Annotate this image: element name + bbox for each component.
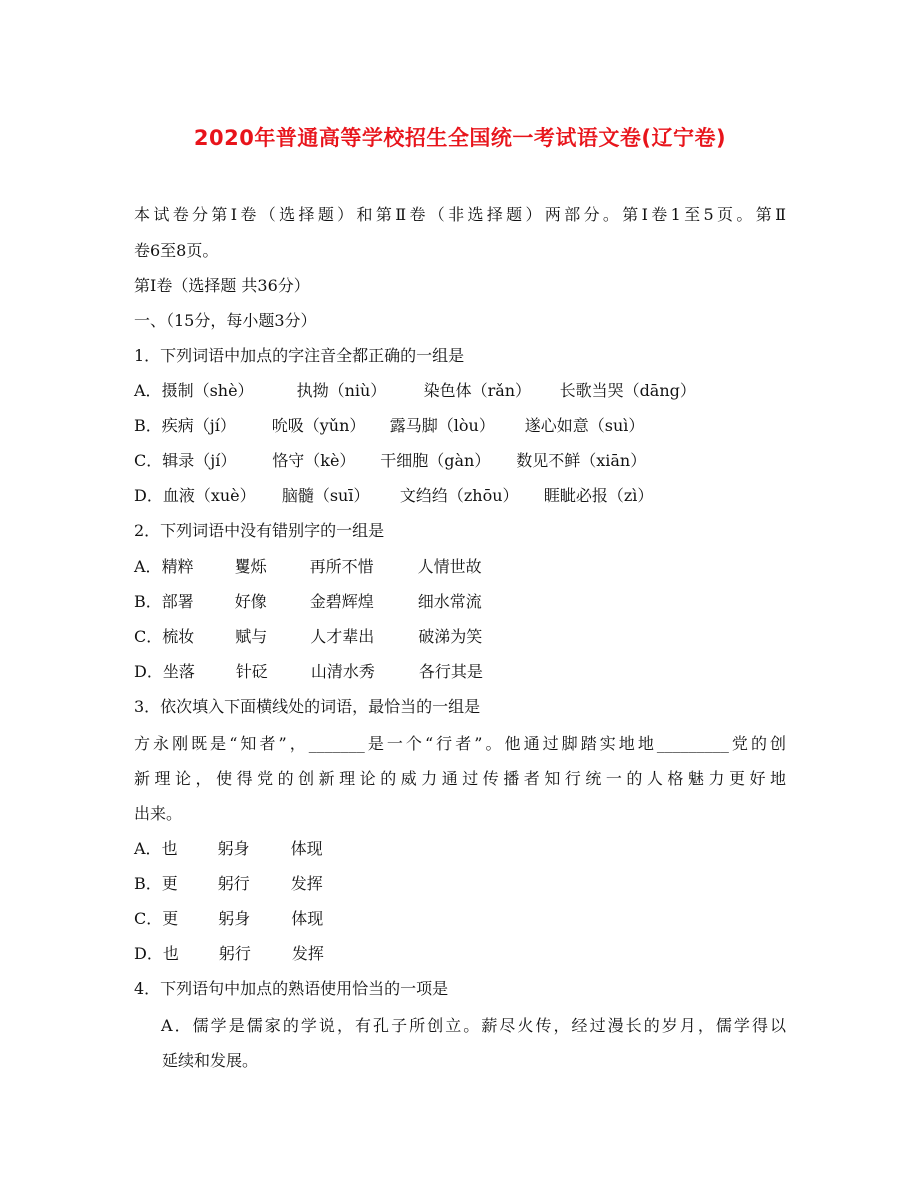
option-item: 坐落 <box>162 662 195 681</box>
option-item: 长歌当哭（dāng） <box>559 381 696 400</box>
option-label: B． <box>134 874 162 893</box>
option-item: 也 <box>161 839 178 858</box>
option-item: 发挥 <box>290 874 323 893</box>
option-item: 疾病（jí） <box>161 416 236 435</box>
option-item: 人情世故 <box>417 557 482 576</box>
option-label: D． <box>134 486 163 505</box>
option-label: B． <box>134 592 162 611</box>
option-item: 吮吸（yǔn） <box>271 416 366 435</box>
option-item: 针砭 <box>235 662 268 681</box>
q3-option-b <box>134 873 323 895</box>
option-item: 睚眦必报（zì） <box>543 486 654 505</box>
option-item: 执拗（niù） <box>296 381 387 400</box>
question-1-stem: 1．下列词语中加点的字注音全都正确的一组是 <box>134 346 465 365</box>
option-item: 金碧辉煌 <box>309 592 374 611</box>
question-2-stem: 2．下列词语中没有错别字的一组是 <box>134 521 385 540</box>
option-item: 露马脚（lòu） <box>389 416 495 435</box>
q2-option-d <box>134 661 483 683</box>
option-item: 更 <box>162 909 179 928</box>
option-item: 躬身 <box>217 839 250 858</box>
option-item: 血液（xuè） <box>162 486 256 505</box>
option-item: 染色体（rǎn） <box>423 381 532 400</box>
option-item: 人才辈出 <box>310 627 375 646</box>
option-item: 遂心如意（suì） <box>524 416 645 435</box>
option-label: A． <box>134 557 162 576</box>
option-item: 辑录（jí） <box>162 451 237 470</box>
intro-line-1: 本试卷分第Ⅰ卷（选择题）和第Ⅱ卷（非选择题）两部分。第Ⅰ卷1至5页。第Ⅱ <box>134 205 786 224</box>
option-item: 文绉绉（zhōu） <box>399 486 519 505</box>
option-item: 更 <box>161 874 178 893</box>
q4-option-a-line-1: A．儒学是儒家的学说，有孔子所创立。薪尽火传，经过漫长的岁月，儒学得以 <box>161 1016 786 1035</box>
option-item: 细水常流 <box>417 592 482 611</box>
option-label: C． <box>134 627 163 646</box>
intro-line-2: 卷6至8页。 <box>134 241 219 260</box>
option-item: 各行其是 <box>418 662 483 681</box>
q1-option-c <box>134 450 646 472</box>
option-item: 躬身 <box>218 909 251 928</box>
q2-option-a <box>134 556 482 578</box>
q3-option-a <box>134 838 323 860</box>
option-item: 躬行 <box>218 944 251 963</box>
option-item: 矍烁 <box>234 557 267 576</box>
section-heading: 第Ⅰ卷（选择题 共36分） <box>134 276 310 295</box>
q1-option-d <box>134 485 653 507</box>
option-item: 恪守（kè） <box>272 451 356 470</box>
option-item: 发挥 <box>291 944 324 963</box>
option-item: 体现 <box>290 839 323 858</box>
option-item: 赋与 <box>235 627 268 646</box>
option-item: 摄制（shè） <box>161 381 254 400</box>
option-item: 干细胞（gàn） <box>380 451 491 470</box>
q2-option-b <box>134 591 482 613</box>
q3-passage-line-2: 新理论，使得党的创新理论的威力通过传播者知行统一的人格魅力更好地 <box>134 769 786 788</box>
part-heading: 一、（15分，每小题3分） <box>134 311 317 330</box>
page-title: 2020年普通高等学校招生全国统一考试语文卷(辽宁卷) <box>193 126 727 150</box>
option-item: 精粹 <box>161 557 194 576</box>
option-label: B． <box>134 416 162 435</box>
option-item: 脑髓（suī） <box>281 486 370 505</box>
q3-passage-line-3: 出来。 <box>134 804 183 823</box>
option-label: C． <box>134 909 163 928</box>
option-item: 再所不惜 <box>309 557 374 576</box>
q3-option-c <box>134 908 323 930</box>
option-item: 体现 <box>291 909 324 928</box>
option-item: 好像 <box>234 592 267 611</box>
q1-option-a <box>134 380 696 402</box>
q1-option-b <box>134 415 644 437</box>
option-label: C． <box>134 451 163 470</box>
option-item: 部署 <box>161 592 194 611</box>
q2-option-c <box>134 626 482 648</box>
option-item: 数见不鲜（xiān） <box>516 451 647 470</box>
option-item: 也 <box>162 944 179 963</box>
question-3-stem: 3．依次填入下面横线处的词语，最恰当的一组是 <box>134 697 481 716</box>
option-item: 躬行 <box>217 874 250 893</box>
option-item: 山清水秀 <box>310 662 375 681</box>
option-label: A． <box>134 839 162 858</box>
q3-option-d <box>134 943 324 965</box>
option-label: D． <box>134 944 163 963</box>
option-label: D． <box>134 662 163 681</box>
q3-passage-line-1: 方永刚既是“知者”，_______是一个“行者”。他通过脚踏实地地_________党的创 <box>134 734 786 753</box>
q4-option-a-line-2: 延续和发展。 <box>162 1051 259 1070</box>
option-item: 破涕为笑 <box>418 627 483 646</box>
question-4-stem: 4．下列语句中加点的熟语使用恰当的一项是 <box>134 979 449 998</box>
option-item: 梳妆 <box>162 627 195 646</box>
option-label: A． <box>134 381 162 400</box>
